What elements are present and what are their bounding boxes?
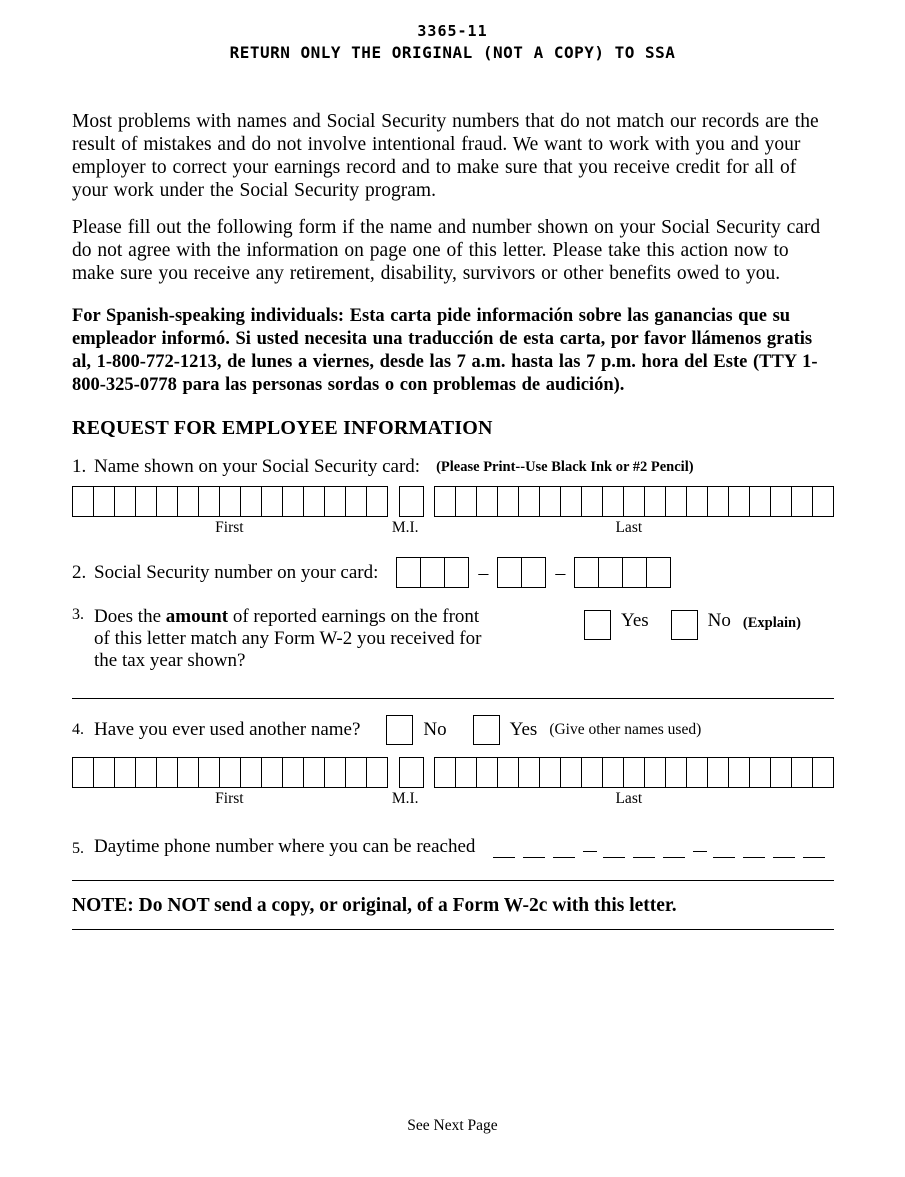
- section-title: REQUEST FOR EMPLOYEE INFORMATION: [72, 417, 493, 439]
- phone-separator: [693, 851, 707, 852]
- middle-initial-input-q1[interactable]: [399, 486, 424, 517]
- spanish-notice-paragraph: For Spanish-speaking individuals: Esta carta pide información sobre las ganancias que su empleador informó. Si usted necesita una traducción de esta carta, por favor llámenos gratis al, 1-800-772-1213, de lunes a viernes, desde las 7 a.m. hasta las 7 p.m. hora del Este (TTY 1-800-325-0778 para las personas sordas o con problemas de audición).: [72, 306, 818, 395]
- phone-digit-blank[interactable]: [713, 843, 735, 858]
- return-instruction-heading: RETURN ONLY THE ORIGINAL (NOT A COPY) TO SSA: [229, 43, 676, 62]
- comb-cell[interactable]: [456, 758, 477, 787]
- first-name-input-q4[interactable]: [72, 757, 388, 788]
- question-2: [72, 557, 834, 588]
- comb-cell[interactable]: [283, 758, 304, 787]
- comb-cell[interactable]: [400, 758, 424, 787]
- comb-cell[interactable]: [283, 487, 304, 516]
- comb-cell[interactable]: [136, 758, 157, 787]
- comb-cell[interactable]: [220, 487, 241, 516]
- first-name-label-q4: First: [215, 790, 244, 807]
- question-4-yes-checkbox[interactable]: [473, 715, 500, 745]
- comb-cell[interactable]: [750, 758, 771, 787]
- comb-cell[interactable]: [708, 758, 729, 787]
- ssn-area-input[interactable]: [396, 557, 469, 588]
- comb-cell[interactable]: [771, 758, 792, 787]
- comb-cell[interactable]: [624, 487, 645, 516]
- question-4: [72, 715, 834, 745]
- ssn-separator-1: –: [478, 561, 489, 584]
- comb-cell[interactable]: [561, 758, 582, 787]
- last-name-label-q1: Last: [615, 519, 643, 536]
- comb-cell[interactable]: [400, 487, 424, 516]
- phone-digit-blank[interactable]: [743, 843, 765, 858]
- question-4-no-checkbox[interactable]: [386, 715, 413, 745]
- comb-cell[interactable]: [582, 758, 603, 787]
- question-3-answer-group: [584, 606, 801, 672]
- comb-cell[interactable]: [456, 487, 477, 516]
- phone-digit-blank[interactable]: [633, 843, 655, 858]
- comb-cell[interactable]: [178, 487, 199, 516]
- question-5-number: 5.: [72, 840, 84, 857]
- comb-cell[interactable]: [73, 487, 94, 516]
- comb-cell[interactable]: [540, 487, 561, 516]
- comb-cell[interactable]: [262, 487, 283, 516]
- comb-cell[interactable]: [73, 758, 94, 787]
- question-3-line2: of this letter match any Form W-2 you received for: [94, 628, 482, 649]
- question-2-label: Social Security number on your card:: [94, 561, 379, 583]
- comb-cell[interactable]: [199, 758, 220, 787]
- comb-cell[interactable]: [624, 758, 645, 787]
- comb-cell[interactable]: [136, 487, 157, 516]
- comb-cell[interactable]: [346, 758, 367, 787]
- question-4-no-label: No: [423, 719, 447, 740]
- question-1: [72, 456, 834, 478]
- comb-cell[interactable]: [599, 558, 623, 587]
- comb-cell[interactable]: [498, 487, 519, 516]
- question-3-text: [94, 606, 584, 672]
- ssn-group-input[interactable]: [497, 557, 546, 588]
- comb-cell[interactable]: [157, 487, 178, 516]
- comb-cell[interactable]: [477, 758, 498, 787]
- phone-digit-blank[interactable]: [603, 843, 625, 858]
- phone-number-input[interactable]: [493, 843, 833, 858]
- comb-cell[interactable]: [325, 758, 346, 787]
- question-3-text-pre: Does the: [94, 606, 166, 627]
- name-field-labels-q4: [72, 790, 834, 808]
- comb-cell[interactable]: [498, 758, 519, 787]
- last-name-input-q4[interactable]: [434, 757, 834, 788]
- form-number: 3365-11: [417, 22, 488, 40]
- comb-cell[interactable]: [397, 558, 421, 587]
- comb-cell[interactable]: [603, 758, 624, 787]
- comb-cell[interactable]: [561, 487, 582, 516]
- question-2-number: 2.: [72, 561, 87, 583]
- comb-cell[interactable]: [813, 758, 834, 787]
- question-4-hint: (Give other names used): [549, 721, 702, 738]
- phone-digit-blank[interactable]: [773, 843, 795, 858]
- comb-cell[interactable]: [519, 758, 540, 787]
- comb-cell[interactable]: [792, 487, 813, 516]
- question-4-yes-label: Yes: [509, 719, 538, 740]
- intro-paragraph-1: Most problems with names and Social Security numbers that do not match our records are the result of mistakes and do not involve intentional fraud. We want to work with you and your employer to correct your earnings record and to make sure that you receive credit for all of your work under the Social Security program.: [72, 111, 819, 201]
- question-3-no-label: No: [707, 610, 731, 631]
- comb-cell[interactable]: [645, 487, 666, 516]
- comb-cell[interactable]: [199, 487, 220, 516]
- comb-cell[interactable]: [94, 487, 115, 516]
- comb-cell[interactable]: [750, 487, 771, 516]
- ssn-separator-2: –: [555, 561, 566, 584]
- intro-paragraph-2: Please fill out the following form if the name and number shown on your Social Security card do not agree with the information on page one of this letter. Please take this action now to make sure you receive any retirement, disability, survivors or other benefits owed to you.: [72, 217, 821, 284]
- comb-cell[interactable]: [666, 758, 687, 787]
- question-1-instruction: (Please Print--Use Black Ink or #2 Pencil): [436, 459, 694, 475]
- question-3-line3: the tax year shown?: [94, 650, 246, 671]
- middle-initial-label-q1: M.I.: [391, 519, 419, 536]
- comb-cell[interactable]: [262, 758, 283, 787]
- phone-digit-blank[interactable]: [493, 843, 515, 858]
- comb-cell[interactable]: [519, 487, 540, 516]
- divider-below-note: [72, 929, 834, 930]
- comb-cell[interactable]: [575, 558, 599, 587]
- question-4-number: 4.: [72, 721, 84, 738]
- comb-cell[interactable]: [241, 487, 262, 516]
- comb-cell[interactable]: [729, 758, 750, 787]
- comb-cell[interactable]: [647, 558, 671, 587]
- question-3-number: 3.: [72, 606, 84, 623]
- comb-cell[interactable]: [603, 487, 624, 516]
- comb-cell[interactable]: [813, 487, 834, 516]
- comb-cell[interactable]: [325, 487, 346, 516]
- comb-cell[interactable]: [241, 758, 262, 787]
- ssn-input-group[interactable]: [396, 557, 671, 588]
- question-3: [72, 606, 834, 672]
- divider-above-question-4: [72, 698, 834, 699]
- comb-cell[interactable]: [582, 487, 603, 516]
- note-text: NOTE: Do NOT send a copy, or original, of a Form W-2c with this letter.: [72, 895, 677, 916]
- name-comb-row-1: [72, 486, 834, 517]
- comb-cell[interactable]: [367, 758, 388, 787]
- comb-cell[interactable]: [445, 558, 469, 587]
- comb-cell[interactable]: [220, 758, 241, 787]
- comb-cell[interactable]: [522, 558, 546, 587]
- comb-cell[interactable]: [729, 487, 750, 516]
- comb-cell[interactable]: [367, 487, 388, 516]
- question-1-number: 1.: [72, 456, 87, 477]
- page-footer: See Next Page: [407, 1117, 498, 1134]
- comb-cell[interactable]: [687, 487, 708, 516]
- question-4-answer-group: [386, 715, 701, 745]
- comb-cell[interactable]: [645, 758, 666, 787]
- comb-cell[interactable]: [115, 487, 136, 516]
- comb-cell[interactable]: [435, 758, 456, 787]
- phone-digit-blank[interactable]: [803, 843, 825, 858]
- comb-cell[interactable]: [540, 758, 561, 787]
- question-3-text-post: of reported earnings on the front: [228, 606, 480, 627]
- comb-cell[interactable]: [157, 758, 178, 787]
- question-3-yes-checkbox[interactable]: [584, 610, 611, 640]
- first-name-label-q1: First: [215, 519, 244, 536]
- question-3-explain-hint: (Explain): [742, 615, 801, 631]
- comb-cell[interactable]: [94, 758, 115, 787]
- comb-cell[interactable]: [687, 758, 708, 787]
- comb-cell[interactable]: [477, 487, 498, 516]
- first-name-input-q1[interactable]: [72, 486, 388, 517]
- middle-initial-input-q4[interactable]: [399, 757, 424, 788]
- question-5-label: Daytime phone number where you can be reached: [94, 836, 476, 857]
- name-comb-row-2: [72, 757, 834, 788]
- divider-above-note: [72, 880, 834, 881]
- comb-cell[interactable]: [792, 758, 813, 787]
- comb-cell[interactable]: [708, 487, 729, 516]
- comb-cell[interactable]: [498, 558, 522, 587]
- question-3-no-checkbox[interactable]: [671, 610, 698, 640]
- phone-digit-blank[interactable]: [663, 843, 685, 858]
- form-content: [72, 110, 834, 930]
- comb-cell[interactable]: [304, 758, 325, 787]
- comb-cell[interactable]: [178, 758, 199, 787]
- question-4-label: Have you ever used another name?: [94, 719, 361, 740]
- comb-cell[interactable]: [346, 487, 367, 516]
- comb-cell[interactable]: [435, 487, 456, 516]
- question-3-yes-label: Yes: [621, 610, 649, 631]
- comb-cell[interactable]: [666, 487, 687, 516]
- ssn-serial-input[interactable]: [574, 557, 671, 588]
- comb-cell[interactable]: [115, 758, 136, 787]
- comb-cell[interactable]: [771, 487, 792, 516]
- phone-separator: [583, 851, 597, 852]
- name-field-labels-q1: [72, 519, 834, 537]
- middle-initial-label-q4: M.I.: [391, 790, 419, 807]
- comb-cell[interactable]: [421, 558, 445, 587]
- last-name-label-q4: Last: [615, 790, 643, 807]
- phone-digit-blank[interactable]: [523, 843, 545, 858]
- comb-cell[interactable]: [623, 558, 647, 587]
- comb-cell[interactable]: [304, 487, 325, 516]
- form-page: [0, 22, 905, 1177]
- phone-digit-blank[interactable]: [553, 843, 575, 858]
- question-1-label: Name shown on your Social Security card:: [94, 456, 421, 477]
- question-5: [72, 836, 834, 858]
- question-3-emphasis: amount: [165, 606, 229, 627]
- last-name-input-q1[interactable]: [434, 486, 834, 517]
